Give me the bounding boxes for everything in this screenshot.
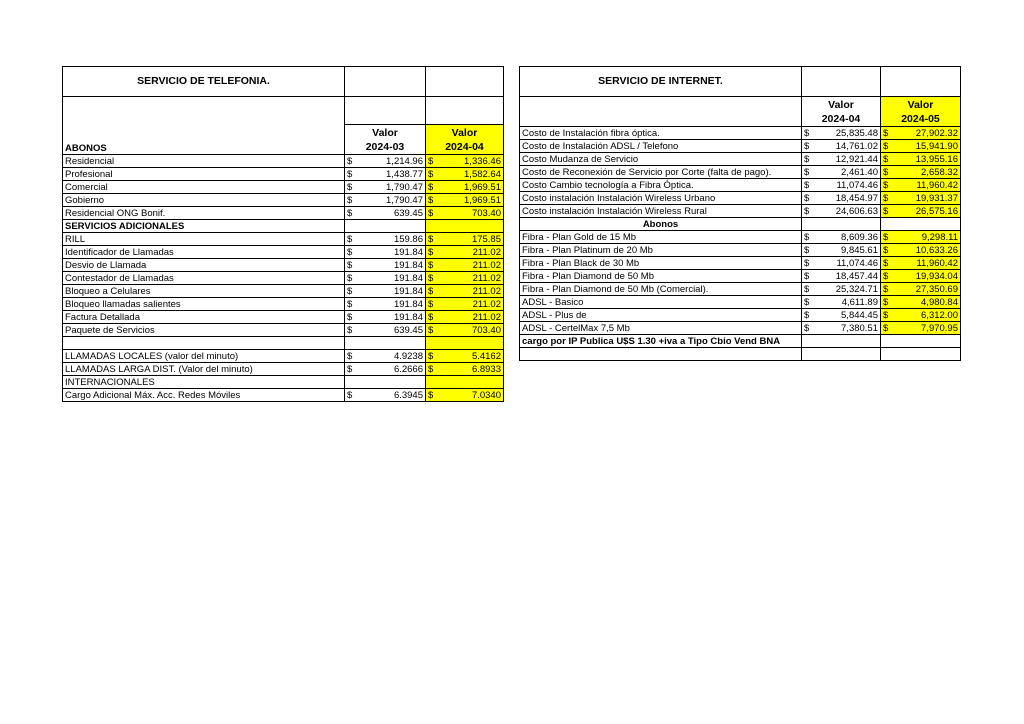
table-row [520,166,961,179]
value-2024-05: 19,931.37 [915,193,958,204]
currency-symbol: $ [347,182,353,193]
table-row [63,259,504,272]
value-2024-04: 2,461.40 [841,167,878,178]
row-label: ADSL - Plus de [520,309,802,322]
internacionales-label: INTERNACIONALES [63,376,345,389]
table-row [63,324,504,337]
value-2024-03: 159.86 [393,234,423,245]
currency-symbol: $ [804,297,810,308]
value-2024-04: 25,324.71 [835,284,878,295]
row-label: LLAMADAS LARGA DIST. (Valor del minuto) [63,363,345,376]
currency-symbol: $ [428,156,434,167]
value-2024-05: 10,633.26 [915,245,958,256]
cargo-ip-note: cargo por IP Publica U$S 1.30 +iva a Tipo Cbio Vend BNA [520,335,802,348]
section-servicios-label: SERVICIOS ADICIONALES [63,220,345,233]
value-2024-05: 4,980.84 [921,297,958,308]
table-row [520,140,961,153]
table-row [520,153,961,166]
value-2024-04: 7,380.51 [841,323,878,334]
row-label: Gobierno [63,194,345,207]
col-header-2024-05: Valor 2024-05 [881,97,961,127]
table-row [520,257,961,270]
currency-symbol: $ [428,260,434,271]
value-2024-04: 12,921.44 [835,154,878,165]
value-2024-05: 27,350.69 [915,284,958,295]
row-label: Fibra - Plan Diamond de 50 Mb (Comercial). [520,283,802,296]
row-label: Contestador de Llamadas [63,272,345,285]
value-2024-04: 211.02 [472,299,501,310]
table-row [520,270,961,283]
table-row [520,179,961,192]
value-2024-05: 6,312.00 [921,310,958,321]
currency-symbol: $ [428,247,434,258]
value-2024-04: 703.40 [471,325,501,336]
currency-symbol: $ [347,195,353,206]
value-2024-04: 5,844.45 [841,310,878,321]
value-2024-04: 211.02 [472,247,501,258]
value-2024-03: 191.84 [393,312,423,323]
row-label: Residencial ONG Bonif. [63,207,345,220]
value-2024-03: 1,214.96 [386,156,423,167]
row-label: Costo instalación Instalación Wireless Rural [520,205,802,218]
table-row [520,205,961,218]
value-2024-04: 6.8933 [471,364,501,375]
row-label: Costo Mudanza de Servicio [520,153,802,166]
currency-symbol: $ [428,273,434,284]
currency-symbol: $ [428,364,434,375]
currency-symbol: $ [883,193,889,204]
row-label: Paquete de Servicios [63,324,345,337]
row-label: Comercial [63,181,345,194]
currency-symbol: $ [804,271,810,282]
currency-symbol: $ [804,180,810,191]
currency-symbol: $ [428,299,434,310]
row-label: Bloqueo a Celulares [63,285,345,298]
section-abonos-label: ABONOS [63,125,345,155]
value-2024-03: 6.3945 [393,390,423,401]
value-2024-03: 191.84 [393,299,423,310]
value-2024-04: 1,969.51 [464,195,501,206]
table-row [520,127,961,140]
currency-symbol: $ [883,297,889,308]
value-2024-05: 15,941.90 [915,141,958,152]
table-row [520,296,961,309]
currency-symbol: $ [347,247,353,258]
currency-symbol: $ [883,310,889,321]
col-header-2024-04: Valor 2024-04 [426,125,504,155]
currency-symbol: $ [347,286,353,297]
col-header-2024-04: Valor 2024-04 [802,97,881,127]
value-2024-04: 8,609.36 [841,232,878,243]
currency-symbol: $ [347,351,353,362]
value-2024-05: 9,298.11 [921,232,958,243]
row-label: Bloqueo llamadas salientes [63,298,345,311]
value-2024-03: 639.45 [393,325,423,336]
value-2024-03: 639.45 [393,208,423,219]
currency-symbol: $ [883,232,889,243]
value-2024-04: 175.85 [471,234,501,245]
table-row [63,233,504,246]
value-2024-03: 191.84 [393,247,423,258]
currency-symbol: $ [804,310,810,321]
row-label: Residencial [63,155,345,168]
currency-symbol: $ [347,325,353,336]
row-label: Fibra - Plan Gold de 15 Mb [520,231,802,244]
value-2024-03: 6.2666 [393,364,423,375]
value-2024-04: 1,582.64 [464,169,501,180]
row-label: Fibra - Plan Platinum de 20 Mb [520,244,802,257]
currency-symbol: $ [883,323,889,334]
currency-symbol: $ [883,167,889,178]
value-2024-04: 4,611.89 [841,297,878,308]
row-label: Costo de Instalación ADSL / Telefono [520,140,802,153]
currency-symbol: $ [347,169,353,180]
table-row [63,272,504,285]
row-label: Identificador de Llamadas [63,246,345,259]
row-label: RILL [63,233,345,246]
value-2024-04: 14,761.02 [835,141,878,152]
value-2024-04: 211.02 [472,286,501,297]
currency-symbol: $ [883,258,889,269]
col-header-2024-03: Valor 2024-03 [345,125,426,155]
value-2024-04: 24,606.63 [835,206,878,217]
value-2024-04: 11,074.46 [836,258,878,269]
currency-symbol: $ [428,312,434,323]
currency-symbol: $ [428,234,434,245]
currency-symbol: $ [804,284,810,295]
currency-symbol: $ [428,182,434,193]
value-2024-05: 7,970.95 [921,323,958,334]
table-row [520,244,961,257]
value-2024-04: 211.02 [472,260,501,271]
value-2024-05: 13,955.16 [915,154,958,165]
currency-symbol: $ [804,232,810,243]
row-label: Factura Detallada [63,311,345,324]
currency-symbol: $ [428,286,434,297]
value-2024-04: 5.4162 [471,351,501,362]
currency-symbol: $ [347,299,353,310]
currency-symbol: $ [428,390,434,401]
currency-symbol: $ [347,390,353,401]
currency-symbol: $ [883,141,889,152]
currency-symbol: $ [804,167,810,178]
value-2024-03: 1,790.47 [386,195,423,206]
currency-symbol: $ [883,206,889,217]
row-label: Costo de Reconexión de Servicio por Corte (falta de pago). [520,166,802,179]
currency-symbol: $ [347,156,353,167]
value-2024-03: 4.9238 [393,351,423,362]
currency-symbol: $ [804,128,810,139]
currency-symbol: $ [347,312,353,323]
row-label: Costo instalación Instalación Wireless Urbano [520,192,802,205]
table-row [63,181,504,194]
table-row [63,207,504,220]
row-label: Fibra - Plan Diamond de 50 Mb [520,270,802,283]
currency-symbol: $ [428,169,434,180]
currency-symbol: $ [883,271,889,282]
value-2024-03: 191.84 [393,260,423,271]
row-label: Fibra - Plan Black de 30 Mb [520,257,802,270]
value-2024-04: 1,969.51 [464,182,501,193]
table-row [63,298,504,311]
value-2024-03: 191.84 [393,286,423,297]
table-row [63,389,504,402]
table-row [520,322,961,335]
table-row [63,350,504,363]
value-2024-04: 9,845.61 [841,245,878,256]
value-2024-05: 27,902.32 [915,128,958,139]
currency-symbol: $ [804,245,810,256]
currency-symbol: $ [883,128,889,139]
currency-symbol: $ [804,141,810,152]
table-row [520,283,961,296]
currency-symbol: $ [347,260,353,271]
section-abonos-label: Abonos [520,218,802,231]
currency-symbol: $ [804,193,810,204]
value-2024-05: 11,960.42 [916,180,958,191]
value-2024-05: 26,575.16 [915,206,958,217]
currency-symbol: $ [347,234,353,245]
table-row [63,285,504,298]
table-row [63,194,504,207]
internet-title: SERVICIO DE INTERNET. [520,67,802,97]
value-2024-03: 191.84 [393,273,423,284]
currency-symbol: $ [804,323,810,334]
internet-table [519,66,961,361]
row-label: ADSL - CertelMax 7,5 Mb [520,322,802,335]
row-label: Profesional [63,168,345,181]
value-2024-04: 25,835.48 [835,128,878,139]
value-2024-04: 211.02 [472,312,501,323]
currency-symbol: $ [804,258,810,269]
row-label: Costo de Instalación fibra óptica. [520,127,802,140]
value-2024-04: 211.02 [472,273,501,284]
currency-symbol: $ [347,364,353,375]
table-row [63,311,504,324]
value-2024-05: 11,960.42 [916,258,958,269]
value-2024-04: 18,457.44 [835,271,878,282]
currency-symbol: $ [883,154,889,165]
value-2024-04: 1,336.46 [464,156,501,167]
value-2024-03: 1,438.77 [386,169,423,180]
currency-symbol: $ [428,325,434,336]
value-2024-05: 2,658.32 [921,167,958,178]
value-2024-04: 7.0340 [471,390,501,401]
currency-symbol: $ [804,206,810,217]
table-row [520,309,961,322]
currency-symbol: $ [428,195,434,206]
currency-symbol: $ [804,154,810,165]
row-label: Costo Cambio tecnología a Fibra Óptica. [520,179,802,192]
currency-symbol: $ [428,351,434,362]
currency-symbol: $ [428,208,434,219]
telefonia-title: SERVICIO DE TELEFONIA. [63,67,345,97]
currency-symbol: $ [347,273,353,284]
currency-symbol: $ [883,245,889,256]
telefonia-table [62,66,504,402]
currency-symbol: $ [347,208,353,219]
value-2024-03: 1,790.47 [386,182,423,193]
table-row [520,192,961,205]
table-row [63,168,504,181]
currency-symbol: $ [883,284,889,295]
table-row [63,246,504,259]
table-row [63,155,504,168]
row-label: Cargo Adicional Máx. Acc. Redes Móviles [63,389,345,402]
table-row [520,231,961,244]
value-2024-04: 18,454.97 [835,193,878,204]
value-2024-05: 19,934.04 [915,271,958,282]
value-2024-04: 703.40 [471,208,501,219]
row-label: Desvio de Llamada [63,259,345,272]
row-label: LLAMADAS LOCALES (valor del minuto) [63,350,345,363]
row-label: ADSL - Basico [520,296,802,309]
currency-symbol: $ [883,180,889,191]
value-2024-04: 11,074.46 [836,180,878,191]
table-row [63,363,504,376]
